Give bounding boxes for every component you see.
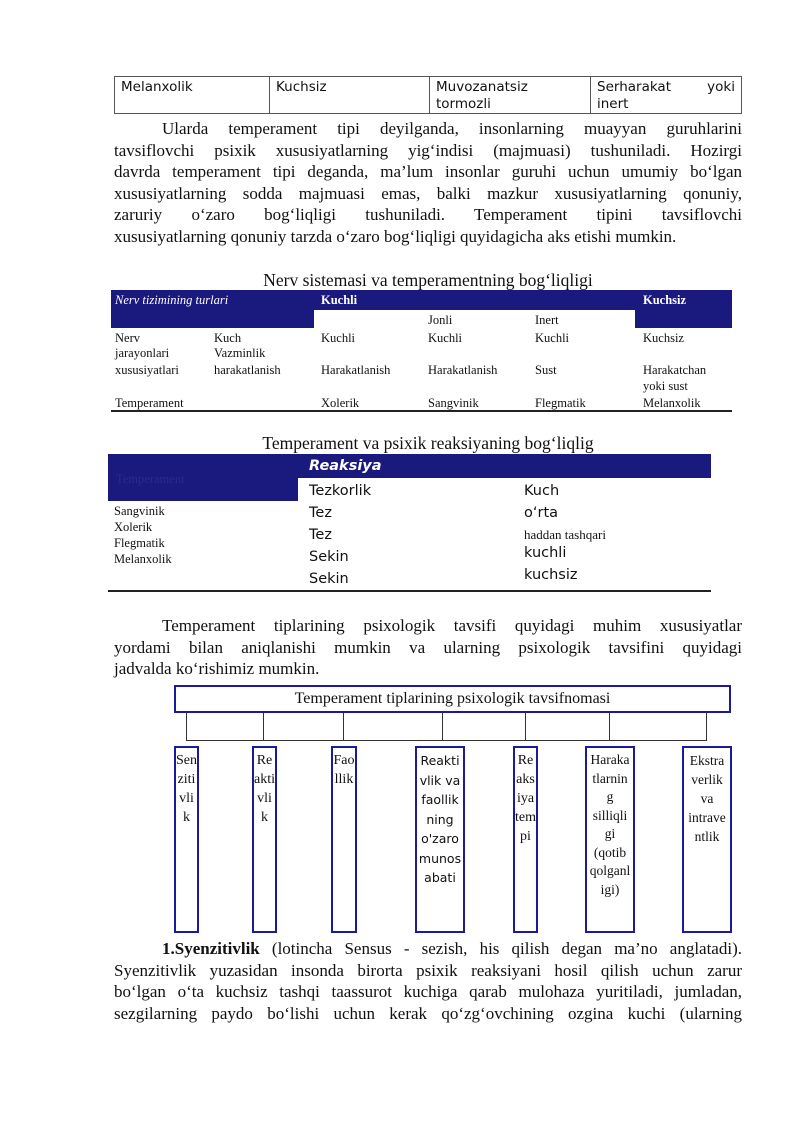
header-cell: Jonli: [428, 313, 453, 327]
row-label: Temperament: [115, 396, 184, 410]
term-heading: 1.Syenzitivlik: [162, 939, 260, 958]
connector-line: [442, 713, 443, 741]
table-cell: Kuchsiz: [643, 331, 684, 345]
paragraph-line: bo‘lgan o‘ta kuchsiz tashqi taassurot kuchiga qarab mulohaza yuritiladi, jumladan,: [114, 982, 742, 1001]
nerve-system-table: [111, 290, 732, 412]
header-cell: Kuch: [524, 483, 560, 499]
table-cell: Tez: [309, 527, 332, 543]
table-cell: Kuchli: [428, 331, 463, 345]
table-cell: Xolerik: [114, 520, 153, 534]
box-line: intrave: [688, 810, 726, 825]
paragraph-line: xususiyatlarning qonuniy tarzda o‘zaro bog‘liqligi quyidagicha aks etishi mumkin.: [114, 226, 677, 246]
paragraph: [114, 118, 742, 247]
box-line: Re: [517, 753, 534, 768]
table-cell: Kuchsiz: [270, 77, 430, 113]
box-line: silliqli: [592, 807, 628, 823]
table-cell: Xolerik: [321, 396, 360, 410]
table-cell: Serharakat yoki inert: [597, 79, 735, 112]
box-line: Re: [256, 753, 273, 768]
table-cell: Sekin: [309, 571, 349, 587]
paragraph: [114, 615, 742, 680]
row-label: jarayonlari: [115, 346, 170, 360]
box-line: k: [261, 810, 268, 825]
row-sub: Kuch: [214, 331, 242, 345]
connector-line: [186, 713, 187, 741]
table-cell: Muvozanatsiz tormozli: [430, 77, 591, 113]
box-line: Sen: [176, 753, 197, 768]
box-line: vli: [257, 791, 272, 806]
table-cell: Melanxolik: [115, 77, 270, 113]
paragraph-line: zaruriy o‘zaro bog‘liqligi tushuniladi. Temperament tipini tavsiflovchi: [114, 205, 742, 224]
diagram-title-box: Temperament tiplarining psixologik tavsifnomasi: [174, 685, 731, 713]
table-cell: Kuchli: [535, 331, 570, 345]
row-sub: Vazminlik: [214, 346, 266, 360]
diagram-box-reaction-rate: [513, 746, 538, 933]
table-cell: Harakatlanish: [428, 363, 498, 377]
paragraph-line: davrda temperament tipi deganda, ma’lum insonlar guruhi uchun umumiy bo‘lgan: [114, 162, 742, 181]
table-cell: kuchsiz: [524, 567, 578, 583]
header-cell: Temperament: [116, 472, 185, 486]
header-cell: Kuchsiz: [643, 293, 687, 307]
box-line: gi: [604, 826, 616, 841]
paragraph: [114, 938, 742, 1024]
paragraph-text: (lotincha Sensus - sezish, his qilish degan ma’no anglatadi).: [259, 939, 742, 958]
box-line: ning: [426, 811, 454, 827]
box-line: o'zaro: [421, 831, 459, 846]
box-line: qolganl: [589, 863, 631, 878]
box-line: Haraka: [590, 752, 630, 767]
connector-line: [343, 713, 344, 741]
table-header-bar: [111, 310, 314, 328]
table-cell: Sangvinik: [114, 504, 165, 518]
table-cell: Kuchli: [321, 331, 356, 345]
table-cell: haddan tashqari: [524, 527, 606, 542]
header-cell: Reaksiya: [309, 458, 382, 474]
diagram-box-extraversion: [682, 746, 732, 933]
table-cell: Harakatlanish: [321, 363, 391, 377]
header-cell: Tezkorlik: [309, 483, 372, 499]
diagram-box-activity: [331, 746, 357, 933]
table-title: Temperament va psixik reaksiyaning bog‘liqlig: [262, 433, 594, 453]
table-cell: Sangvinik: [428, 396, 479, 410]
table-rule: [111, 410, 732, 412]
box-line: (qotib: [593, 844, 627, 860]
connector-line: [186, 740, 707, 741]
paragraph-line: yordami bilan aniqlanishi mumkin va ularning psixologik tavsifini quyidagi: [114, 637, 742, 657]
table-cell: Melanxolik: [114, 552, 172, 566]
table-cell: o‘rta: [524, 505, 559, 521]
diagram-box-reactivity: [252, 746, 277, 933]
box-line: iya: [516, 791, 535, 806]
connector-line: [609, 713, 610, 741]
paragraph-line: Temperament tiplarining psixologik tavsifi quyidagi muhim xususiyatlar: [162, 616, 742, 635]
box-line: tem: [515, 810, 536, 825]
top-table-row: [114, 76, 742, 114]
table-cell: yoki sust: [643, 379, 688, 393]
table-rule: [108, 590, 711, 592]
box-line: abati: [424, 870, 456, 885]
connector-line: [706, 713, 707, 741]
box-line: ntlik: [694, 829, 720, 844]
box-line: ziti: [177, 772, 196, 787]
box-line: tlarnin: [592, 770, 628, 786]
header-cell: Inert: [535, 313, 559, 327]
table-cell: Melanxolik: [643, 396, 701, 410]
row-label: Nerv: [115, 331, 140, 345]
box-line: va: [700, 791, 714, 806]
paragraph-line: xususiyatlarning sodda majmuasi emas, balki mazkur xususiyatlarning qonuniy,: [114, 183, 742, 203]
diagram-box-sensitivity: [174, 746, 199, 933]
paragraph-line: tavsiflovchi psixik xususiyatlarning yig‘indisi (majmuasi) tushuniladi. Hozirgi: [114, 140, 742, 160]
row-sub: harakatlanish: [214, 363, 281, 377]
table-cell: Flegmatik: [114, 536, 165, 550]
paragraph-line: jadvalda ko‘rishimiz mumkin.: [114, 659, 320, 678]
table-header-bar: [635, 310, 732, 328]
box-line: akti: [254, 772, 275, 787]
connector-line: [263, 713, 264, 741]
table-cell: Flegmatik: [535, 396, 586, 410]
table-title: Nerv sistemasi va temperamentning bog‘liqligi: [263, 270, 593, 290]
box-line: pi: [520, 829, 531, 844]
box-line: Reakti: [420, 753, 460, 768]
paragraph-line: Ularda temperament tipi deyilganda, insonlarning muayyan guruhlarini: [162, 119, 742, 138]
box-line: g: [606, 789, 614, 804]
header-cell: Kuchli: [321, 293, 358, 307]
reaction-table: [108, 454, 711, 594]
paragraph-line: sezgilarning paydo bo‘lishi uchun kerak qo‘zg‘ovchining ozgina kuchi (ularning: [114, 1003, 742, 1023]
box-line: faollik: [421, 792, 459, 807]
diagram-box-plasticity: [585, 746, 635, 933]
table-cell: Sekin: [309, 549, 349, 565]
paragraph-line: Syenzitivlik yuzasidan insonda birorta psixik reaksiyani hosil qilish uchun zarur: [114, 960, 742, 980]
box-line: aks: [516, 772, 535, 787]
box-line: Fao: [333, 753, 355, 768]
table-cell: Harakatchan: [643, 363, 707, 377]
table-cell: kuchli: [524, 545, 567, 561]
table-cell: Tez: [309, 505, 332, 521]
box-line: igi): [600, 881, 620, 897]
box-line: k: [183, 810, 190, 825]
box-line: llik: [334, 772, 354, 787]
box-line: munos: [418, 850, 462, 866]
diagram-box-reactivity-activity-relation: [415, 746, 465, 933]
box-line: Ekstra: [689, 753, 725, 768]
row-label: xususiyatlari: [115, 363, 179, 377]
table-cell: Sust: [535, 363, 557, 377]
box-line: verlik: [691, 772, 723, 787]
box-line: vlik va: [419, 772, 461, 788]
paragraph-line: [114, 938, 742, 960]
header-cell: Nerv tizimining turlari: [115, 293, 229, 307]
connector-line: [525, 713, 526, 741]
box-line: vli: [179, 791, 194, 806]
